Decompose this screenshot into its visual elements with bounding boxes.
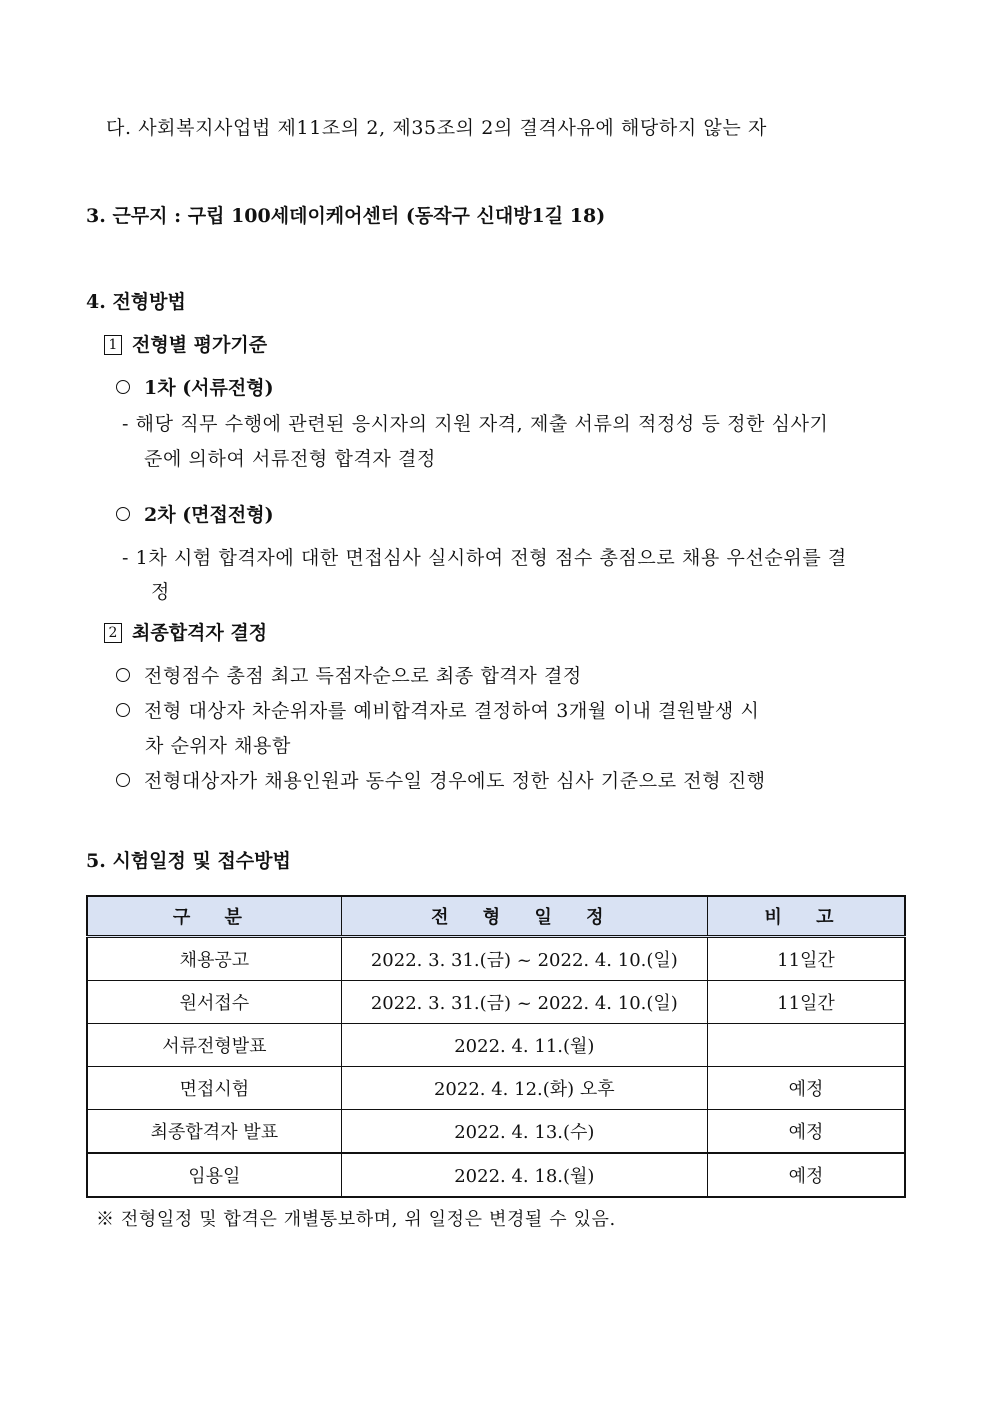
section-3-workplace: 3. 근무지 : 구립 100세데이케어센터 (동작구 신대방1길 18) [86, 205, 606, 227]
table-row [87, 1110, 905, 1154]
round-2-desc-line2: 정 [151, 581, 170, 603]
round-1-desc-line2: 준에 의하여 서류전형 합격자 결정 [144, 448, 436, 470]
schedule-table [86, 895, 906, 1198]
table-row [87, 1067, 905, 1110]
cell-schedule: 2022. 4. 12.(화) 오후 [341, 1067, 707, 1110]
table-header-row [87, 896, 905, 937]
boxed-number-1: 1 [104, 335, 122, 355]
final-item-3-text: 전형대상자가 채용인원과 동수일 경우에도 정한 심사 기준으로 전형 진행 [144, 770, 766, 792]
cell-remarks: 예정 [707, 1067, 905, 1110]
cell-remarks: 11일간 [707, 981, 905, 1024]
final-item-2-text: 전형 대상자 차순위자를 예비합격자로 결정하여 3개월 이내 결원발생 시 [144, 700, 760, 722]
circle-bullet-icon [116, 507, 130, 521]
circle-bullet-icon [116, 380, 130, 394]
subsection-1 [104, 333, 267, 357]
cell-category: 임용일 [87, 1153, 341, 1197]
header-remarks: 비 고 [707, 896, 905, 937]
subsection-2-title: 최종합격자 결정 [132, 622, 268, 644]
table-row [87, 981, 905, 1024]
subsection-1-title: 전형별 평가기준 [132, 334, 268, 356]
final-item-1 [116, 664, 582, 688]
boxed-number-2: 2 [104, 623, 122, 643]
circle-bullet-icon [116, 773, 130, 787]
header-category: 구 분 [87, 896, 341, 937]
round-2-desc-line1: - 1차 시험 합격자에 대한 면접심사 실시하여 전형 점수 총점으로 채용 우선순위를 결 [122, 547, 847, 569]
header-schedule: 전 형 일 정 [341, 896, 707, 937]
cell-category: 채용공고 [87, 937, 341, 981]
circle-bullet-icon [116, 668, 130, 682]
round-2-title: 2차 (면접전형) [144, 504, 274, 526]
cell-schedule: 2022. 4. 18.(월) [341, 1153, 707, 1197]
cell-schedule: 2022. 3. 31.(금) ~ 2022. 4. 10.(일) [341, 937, 707, 981]
table-row [87, 937, 905, 981]
cell-remarks: 예정 [707, 1153, 905, 1197]
section-5-title: 5. 시험일정 및 접수방법 [86, 850, 291, 872]
round-1-desc-line1: - 해당 직무 수행에 관련된 응시자의 지원 자격, 제출 서류의 적정성 등 정한 심사기 [122, 413, 829, 435]
cell-schedule: 2022. 4. 11.(월) [341, 1024, 707, 1067]
table-row [87, 1153, 905, 1197]
round-1-title: 1차 (서류전형) [144, 377, 274, 399]
cell-category: 면접시험 [87, 1067, 341, 1110]
final-item-3 [116, 769, 766, 793]
cell-remarks: 11일간 [707, 937, 905, 981]
cell-category: 원서접수 [87, 981, 341, 1024]
final-item-1-text: 전형점수 총점 최고 득점자순으로 최종 합격자 결정 [144, 665, 582, 687]
final-item-2 [116, 699, 759, 723]
cell-schedule: 2022. 3. 31.(금) ~ 2022. 4. 10.(일) [341, 981, 707, 1024]
round-2 [116, 503, 274, 527]
cell-schedule: 2022. 4. 13.(수) [341, 1110, 707, 1154]
final-item-2-cont: 차 순위자 채용함 [145, 735, 291, 757]
circle-bullet-icon [116, 703, 130, 717]
table-row [87, 1024, 905, 1067]
round-1 [116, 376, 274, 400]
cell-remarks [707, 1024, 905, 1067]
cell-category: 서류전형발표 [87, 1024, 341, 1067]
cell-category: 최종합격자 발표 [87, 1110, 341, 1154]
disqualification-clause: 다. 사회복지사업법 제11조의 2, 제35조의 2의 결격사유에 해당하지 않는 자 [106, 117, 767, 139]
subsection-2 [104, 621, 267, 645]
cell-remarks: 예정 [707, 1110, 905, 1154]
section-4-title: 4. 전형방법 [86, 291, 186, 313]
schedule-note: ※ 전형일정 및 합격은 개별통보하며, 위 일정은 변경될 수 있음. [96, 1209, 616, 1230]
